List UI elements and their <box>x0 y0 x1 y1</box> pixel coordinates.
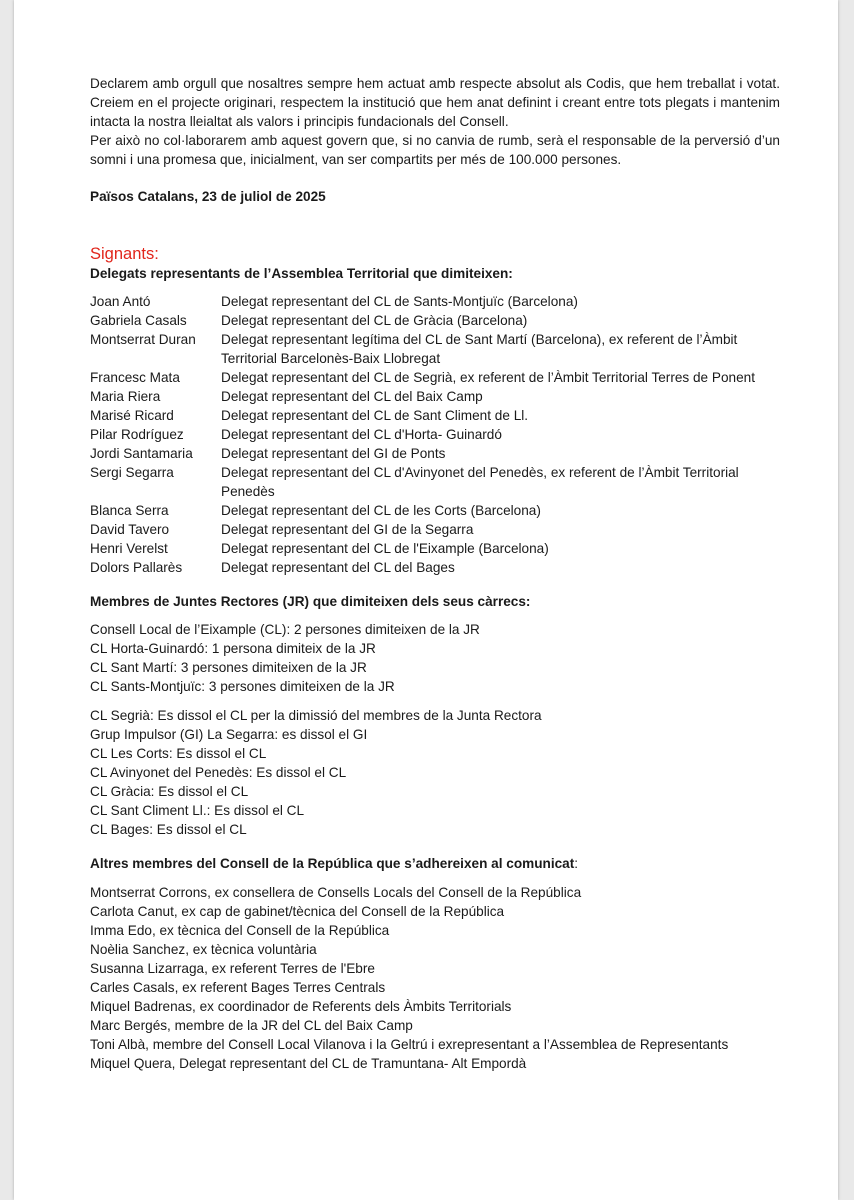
other-member-item: Marc Bergés, membre de la JR del CL del Baix Camp <box>90 1018 413 1033</box>
delegate-role: Delegat representant legítima del CL de Sant Martí (Barcelona), ex referent de l’Àmbit Territorial Barcelonès-Baix Llobregat <box>221 332 738 366</box>
delegate-name: Pilar Rodríguez <box>90 427 184 442</box>
dissolution-list-item: Grup Impulsor (GI) La Segarra: es dissol el GI <box>90 727 368 742</box>
other-member-item: Imma Edo, ex tècnica del Consell de la República <box>90 923 390 938</box>
dissolution-list <box>90 706 780 839</box>
delegate-name: Francesc Mata <box>90 370 180 385</box>
intro <box>90 74 780 169</box>
intro-paragraph-1: Declarem amb orgull que nosaltres sempre hem actuat amb respecte absolut als Codis, que hem treballat i votat. Creiem en el projecte originari, respectem la institució que hem anat definint i creant entre tots plegats i mantenim intacta la nostra lleialtat als valors i principis fundacionals del Consell. <box>90 76 780 129</box>
other-member-item: Toni Albà, membre del Consell Local Vilanova i la Geltrú i exrepresentant a l’Assemblea de Representants <box>90 1037 729 1052</box>
jr-list-item: CL Sant Martí: 3 persones dimiteixen de la JR <box>90 660 367 675</box>
jr-list-item: Consell Local de l’Eixample (CL): 2 persones dimiteixen de la JR <box>90 622 480 637</box>
delegate-name: David Tavero <box>90 522 170 537</box>
delegates-list <box>90 292 780 577</box>
delegate-name: Dolors Pallarès <box>90 560 183 575</box>
delegate-name: Joan Antó <box>90 294 151 309</box>
delegate-name: Montserrat Duran <box>90 332 196 347</box>
delegate-row <box>90 425 780 444</box>
delegate-role: Delegat representant del CL d'Avinyonet del Penedès, ex referent de l’Àmbit Territorial Penedès <box>221 465 739 499</box>
delegate-row <box>90 330 780 368</box>
delegate-row <box>90 520 780 539</box>
delegate-row <box>90 311 780 330</box>
delegate-row <box>90 444 780 463</box>
delegate-name: Blanca Serra <box>90 503 169 518</box>
other-members-list <box>90 883 780 1073</box>
delegate-row <box>90 387 780 406</box>
dissolution-list-item: CL Les Corts: Es dissol el CL <box>90 746 267 761</box>
delegates-heading: Delegats representants de l’Assemblea Territorial que dimiteixen: <box>90 266 513 281</box>
delegate-role: Delegat representant del CL de Sants-Montjuïc (Barcelona) <box>221 294 578 309</box>
other-member-item: Miquel Badrenas, ex coordinador de Referents dels Àmbits Territorials <box>90 999 512 1014</box>
delegate-role: Delegat representant del CL de Segrià, ex referent de l’Àmbit Territorial Terres de Ponent <box>221 370 755 385</box>
delegate-row <box>90 368 780 387</box>
jr-list-item: CL Sants-Montjuïc: 3 persones dimiteixen de la JR <box>90 679 395 694</box>
delegate-role: Delegat representant del CL del Baix Camp <box>221 389 483 404</box>
other-member-item: Noèlia Sanchez, ex tècnica voluntària <box>90 942 317 957</box>
dissolution-list-item: CL Avinyonet del Penedès: Es dissol el CL <box>90 765 347 780</box>
delegate-name: Jordi Santamaria <box>90 446 193 461</box>
altres-colon: : <box>574 856 579 871</box>
delegate-row <box>90 539 780 558</box>
altres-heading-line <box>90 854 780 873</box>
delegate-name: Gabriela Casals <box>90 313 187 328</box>
dissolution-list-item: CL Sant Climent Ll.: Es dissol el CL <box>90 803 305 818</box>
other-member-item: Carlota Canut, ex cap de gabinet/tècnica del Consell de la República <box>90 904 505 919</box>
delegate-role: Delegat representant del CL de l'Eixample (Barcelona) <box>221 541 549 556</box>
other-member-item: Susanna Lizarraga, ex referent Terres de l'Ebre <box>90 961 375 976</box>
delegate-name: Marisé Ricard <box>90 408 174 423</box>
jr-heading: Membres de Juntes Rectores (JR) que dimiteixen dels seus càrrecs: <box>90 594 531 609</box>
date-line: Països Catalans, 23 de juliol de 2025 <box>90 189 326 204</box>
delegate-name: Henri Verelst <box>90 541 168 556</box>
delegate-role: Delegat representant del GI de Ponts <box>221 446 446 461</box>
delegate-row <box>90 406 780 425</box>
other-member-item: Miquel Quera, Delegat representant del CL de Tramuntana- Alt Empordà <box>90 1056 527 1071</box>
delegate-row <box>90 558 780 577</box>
delegate-role: Delegat representant del CL d'Horta- Guinardó <box>221 427 502 442</box>
other-member-item: Montserrat Corrons, ex consellera de Consells Locals del Consell de la República <box>90 885 582 900</box>
altres-heading: Altres membres del Consell de la República que s’adhereixen al comunicat <box>90 856 575 871</box>
delegate-row <box>90 463 780 501</box>
delegate-name: Maria Riera <box>90 389 161 404</box>
delegate-row <box>90 292 780 311</box>
dissolution-list-item: CL Bages: Es dissol el CL <box>90 822 247 837</box>
delegate-role: Delegat representant del CL del Bages <box>221 560 455 575</box>
document-page <box>14 0 838 1200</box>
delegate-role: Delegat representant del CL de Gràcia (Barcelona) <box>221 313 528 328</box>
intro-paragraph-2: Per això no col·laborarem amb aquest govern que, si no canvia de rumb, serà el responsable de la perversió d’un somni i una promesa que, inicialment, van ser compartits per més de 100.000 persones. <box>90 133 780 167</box>
jr-list-item: CL Horta-Guinardó: 1 persona dimiteix de la JR <box>90 641 376 656</box>
other-member-item: Carles Casals, ex referent Bages Terres Centrals <box>90 980 386 995</box>
dissolution-list-item: CL Segrià: Es dissol el CL per la dimissió del membres de la Junta Rectora <box>90 708 542 723</box>
delegate-role: Delegat representant del GI de la Segarra <box>221 522 474 537</box>
document-body <box>90 74 780 1073</box>
delegate-role: Delegat representant del CL de Sant Climent de Ll. <box>221 408 529 423</box>
delegate-role: Delegat representant del CL de les Corts (Barcelona) <box>221 503 541 518</box>
delegate-row <box>90 501 780 520</box>
delegate-name: Sergi Segarra <box>90 465 174 480</box>
jr-list <box>90 620 780 696</box>
dissolution-list-item: CL Gràcia: Es dissol el CL <box>90 784 249 799</box>
signants-title: Signants: <box>90 245 159 263</box>
